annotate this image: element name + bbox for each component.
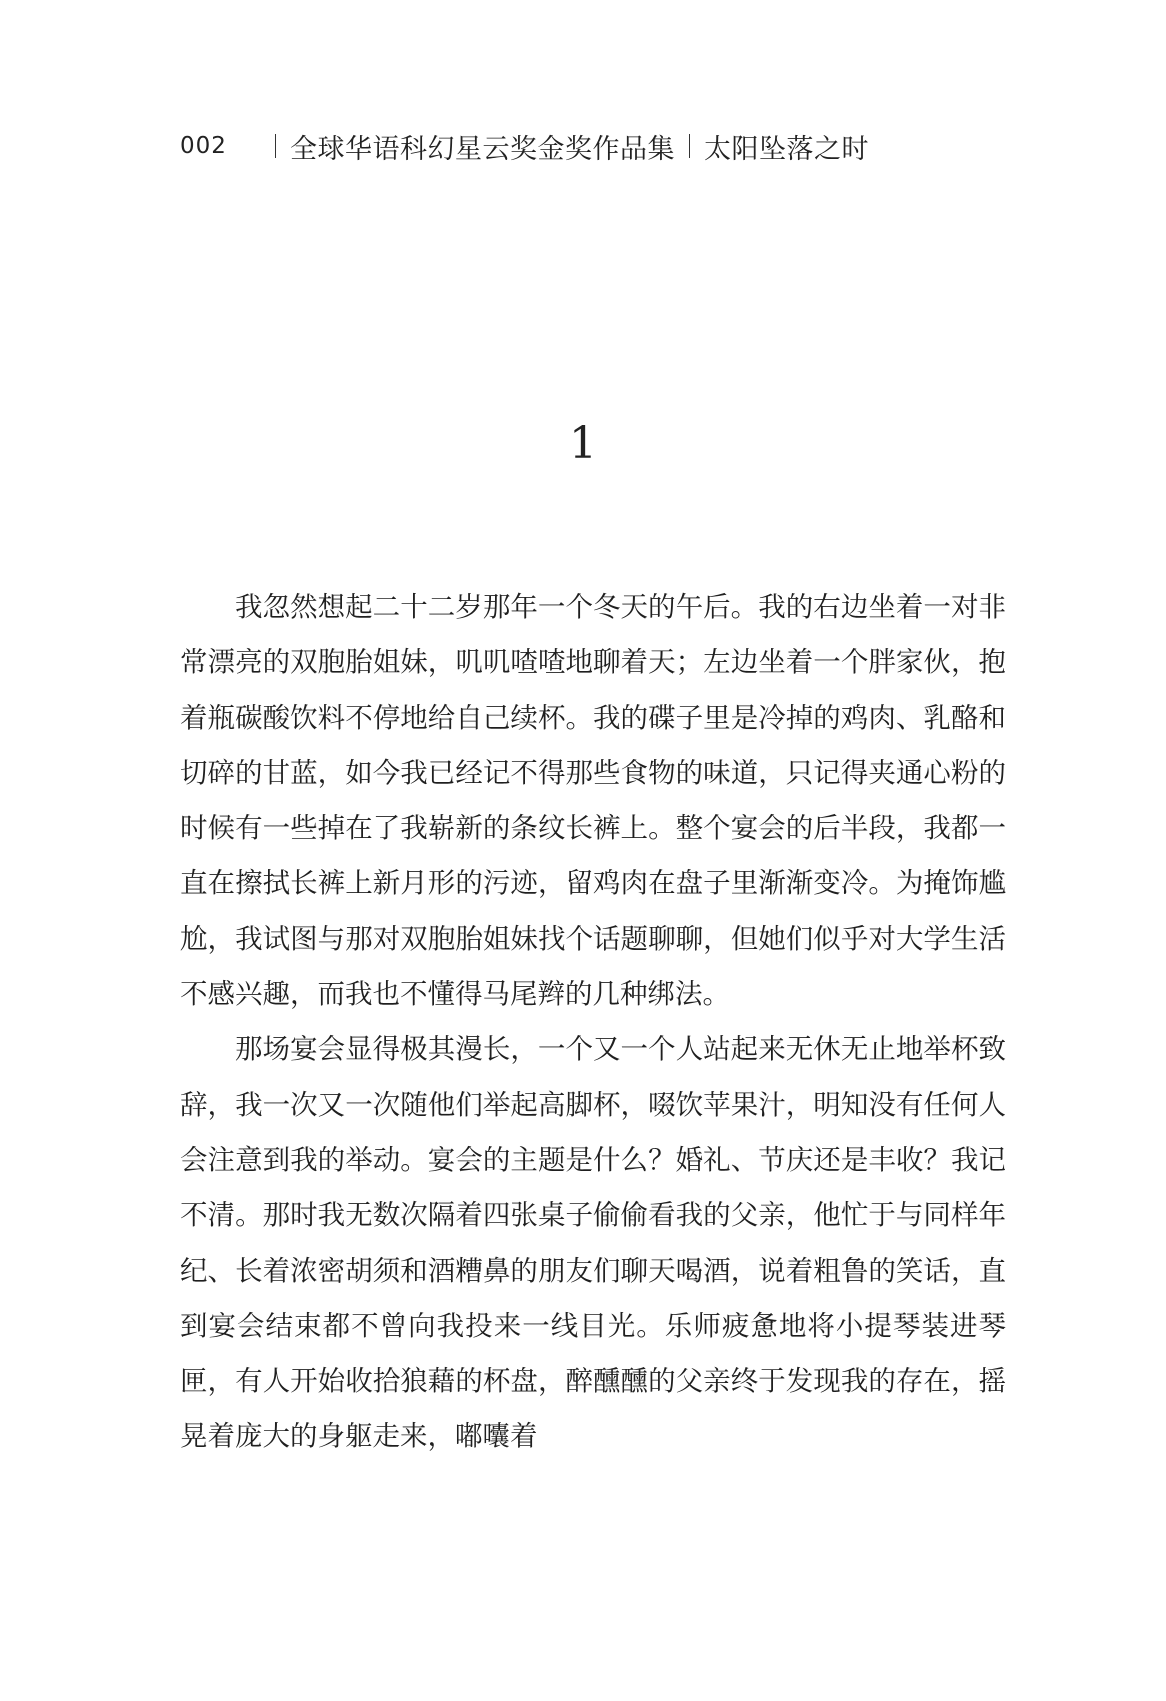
chapter-number: 1 — [569, 418, 597, 469]
header-divider — [275, 134, 276, 158]
book-title: 太阳坠落之时 — [704, 133, 869, 165]
running-head — [180, 126, 869, 166]
body-text — [180, 580, 1006, 1465]
collection-title: 全球华语科幻星云奖金奖作品集 — [290, 133, 675, 165]
page-number: 002 — [180, 133, 227, 159]
header-divider — [689, 134, 690, 158]
paragraph: 那场宴会显得极其漫长，一个又一个人站起来无休无止地举杯致辞，我一次又一次随他们举起高脚杯，啜饮苹果汁，明知没有任何人会注意到我的举动。宴会的主题是什么？婚礼、节庆还是丰收？我记不清。那时我无数次隔着四张桌子偷偷看我的父亲，他忙于与同样年纪、长着浓密胡须和酒糟鼻的朋友们聊天喝酒，说着粗鲁的笑话，直到宴会结束都不曾向我投来一线目光。乐师疲惫地将小提琴装进琴匣，有人开始收拾狼藉的杯盘，醉醺醺的父亲终于发现我的存在，摇晃着庞大的身躯走来，嘟囔着 — [180, 1033, 1006, 1453]
paragraph: 我忽然想起二十二岁那年一个冬天的午后。我的右边坐着一对非常漂亮的双胞胎姐妹，叽叽喳喳地聊着天；左边坐着一个胖家伙，抱着瓶碳酸饮料不停地给自己续杯。我的碟子里是冷掉的鸡肉、乳酪和切碎的甘蓝，如今我已经记不得那些食物的味道，只记得夹通心粉的时候有一些掉在了我崭新的条纹长裤上。整个宴会的后半段，我都一直在擦拭长裤上新月形的污迹，留鸡肉在盘子里渐渐变冷。为掩饰尴尬，我试图与那对双胞胎姐妹找个话题聊聊，但她们似乎对大学生活不感兴趣，而我也不懂得马尾辫的几种绑法。 — [180, 591, 1006, 1011]
